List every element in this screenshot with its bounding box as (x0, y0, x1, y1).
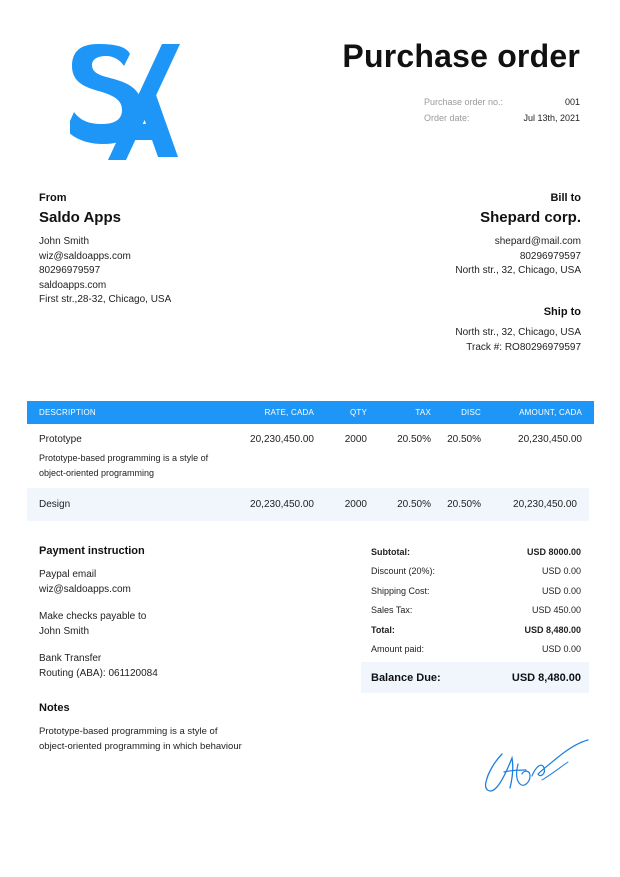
totals-value: USD 0.00 (541, 585, 581, 596)
items-table (27, 401, 594, 521)
ship-to-details (321, 326, 581, 355)
bill-to-heading: Bill to (550, 192, 581, 204)
item-description: Prototype-based programming is a style of object-oriented programming (39, 453, 209, 478)
bill-to-line: North str., 32, Chicago, USA (455, 265, 581, 277)
meta-value: Jul 13th, 2021 (523, 113, 580, 123)
order-date-row (424, 110, 580, 126)
signature-image (482, 736, 590, 796)
item-amount: 20,230,450.00 (518, 434, 582, 445)
payment-line: wiz@saldoapps.com (39, 584, 131, 595)
subtotal-row (361, 542, 589, 562)
totals-label: Amount paid: (371, 644, 425, 655)
from-heading: From (39, 192, 67, 204)
bill-to-line: 80296979597 (519, 250, 581, 262)
balance-due-row (361, 662, 589, 693)
notes-section (39, 702, 299, 754)
total-row (361, 620, 589, 640)
totals-value: USD 0.00 (541, 566, 581, 577)
column-header-amount: AMOUNT, CADA (519, 408, 582, 417)
notes-text (39, 724, 299, 754)
column-header-qty: QTY (349, 408, 367, 417)
item-tax: 20.50% (397, 499, 431, 510)
payment-instruction-section (39, 545, 299, 681)
totals-value: USD 8,480.00 (524, 624, 581, 635)
ship-to-line: North str., 32, Chicago, USA (455, 327, 581, 338)
from-line: First str.,28-32, Chicago, USA (39, 294, 172, 306)
table-row (27, 424, 594, 488)
meta-label: Order date: (424, 113, 470, 123)
notes-line: object-oriented programming in which behaviour (39, 741, 242, 752)
totals-section (361, 542, 589, 693)
ship-to-section (321, 306, 581, 355)
from-line: wiz@saldoapps.com (39, 250, 131, 262)
document-title: Purchase order (342, 38, 580, 74)
payment-line: Paypal email (39, 569, 97, 580)
from-company-name: Saldo Apps (39, 209, 121, 226)
payment-line: Make checks payable to (39, 611, 147, 622)
meta-value: 001 (564, 97, 580, 107)
payment-block-checks (39, 609, 299, 639)
totals-label: Discount (20%): (371, 566, 436, 577)
totals-value: USD 450.00 (531, 605, 581, 616)
sales-tax-row (361, 601, 589, 621)
from-line: John Smith (39, 236, 90, 247)
item-description-cell (27, 434, 232, 481)
payment-heading: Payment instruction (39, 545, 145, 557)
item-name: Design (39, 499, 71, 510)
bill-to-details (321, 235, 581, 279)
totals-label: Total: (371, 624, 395, 635)
table-row (27, 488, 589, 521)
column-header-description: DESCRIPTION (39, 408, 96, 417)
from-section (39, 192, 279, 308)
balance-due-label: Balance Due: (371, 671, 441, 684)
column-header-rate: RATE, CADA (264, 408, 314, 417)
balance-due-value: USD 8,480.00 (511, 671, 581, 684)
meta-label: Purchase order no.: (424, 97, 504, 107)
totals-value: USD 8000.00 (526, 546, 581, 557)
item-disc: 20.50% (447, 434, 481, 445)
bill-to-section (321, 192, 581, 279)
from-line: saldoapps.com (39, 279, 107, 291)
from-line: 80296979597 (39, 265, 101, 277)
payment-line: Bank Transfer (39, 653, 102, 664)
ship-to-heading: Ship to (543, 306, 581, 318)
company-logo (70, 44, 180, 160)
item-qty: 2000 (344, 434, 367, 445)
item-qty: 2000 (344, 499, 367, 510)
discount-row (361, 562, 589, 582)
payment-block-bank (39, 651, 299, 681)
item-rate: 20,230,450.00 (250, 434, 314, 445)
totals-label: Subtotal: (371, 546, 410, 557)
payment-line: Routing (ABA): 061120084 (39, 668, 158, 679)
notes-line: Prototype-based programming is a style of (39, 726, 218, 737)
column-header-disc: DISC (461, 408, 481, 417)
ship-to-line: Track #: RO80296979597 (466, 341, 581, 353)
notes-heading: Notes (39, 702, 70, 714)
totals-label: Sales Tax: (371, 605, 413, 616)
totals-value: USD 0.00 (541, 644, 581, 655)
bill-to-line: shepard@mail.com (494, 236, 581, 247)
item-disc: 20.50% (447, 499, 481, 510)
bill-to-company-name: Shepard corp. (480, 209, 581, 226)
table-header (27, 401, 594, 424)
amount-paid-row (361, 640, 589, 660)
column-header-tax: TAX (415, 408, 431, 417)
shipping-cost-row (361, 581, 589, 601)
order-number-row (424, 94, 580, 110)
item-amount: 20,230,450.00 (513, 499, 577, 510)
item-rate: 20,230,450.00 (250, 499, 314, 510)
order-meta (424, 94, 580, 126)
item-name: Prototype (39, 434, 82, 445)
payment-block-paypal (39, 567, 299, 597)
item-tax: 20.50% (397, 434, 431, 445)
totals-label: Shipping Cost: (371, 585, 430, 596)
from-details (39, 235, 279, 308)
payment-line: John Smith (39, 626, 90, 637)
